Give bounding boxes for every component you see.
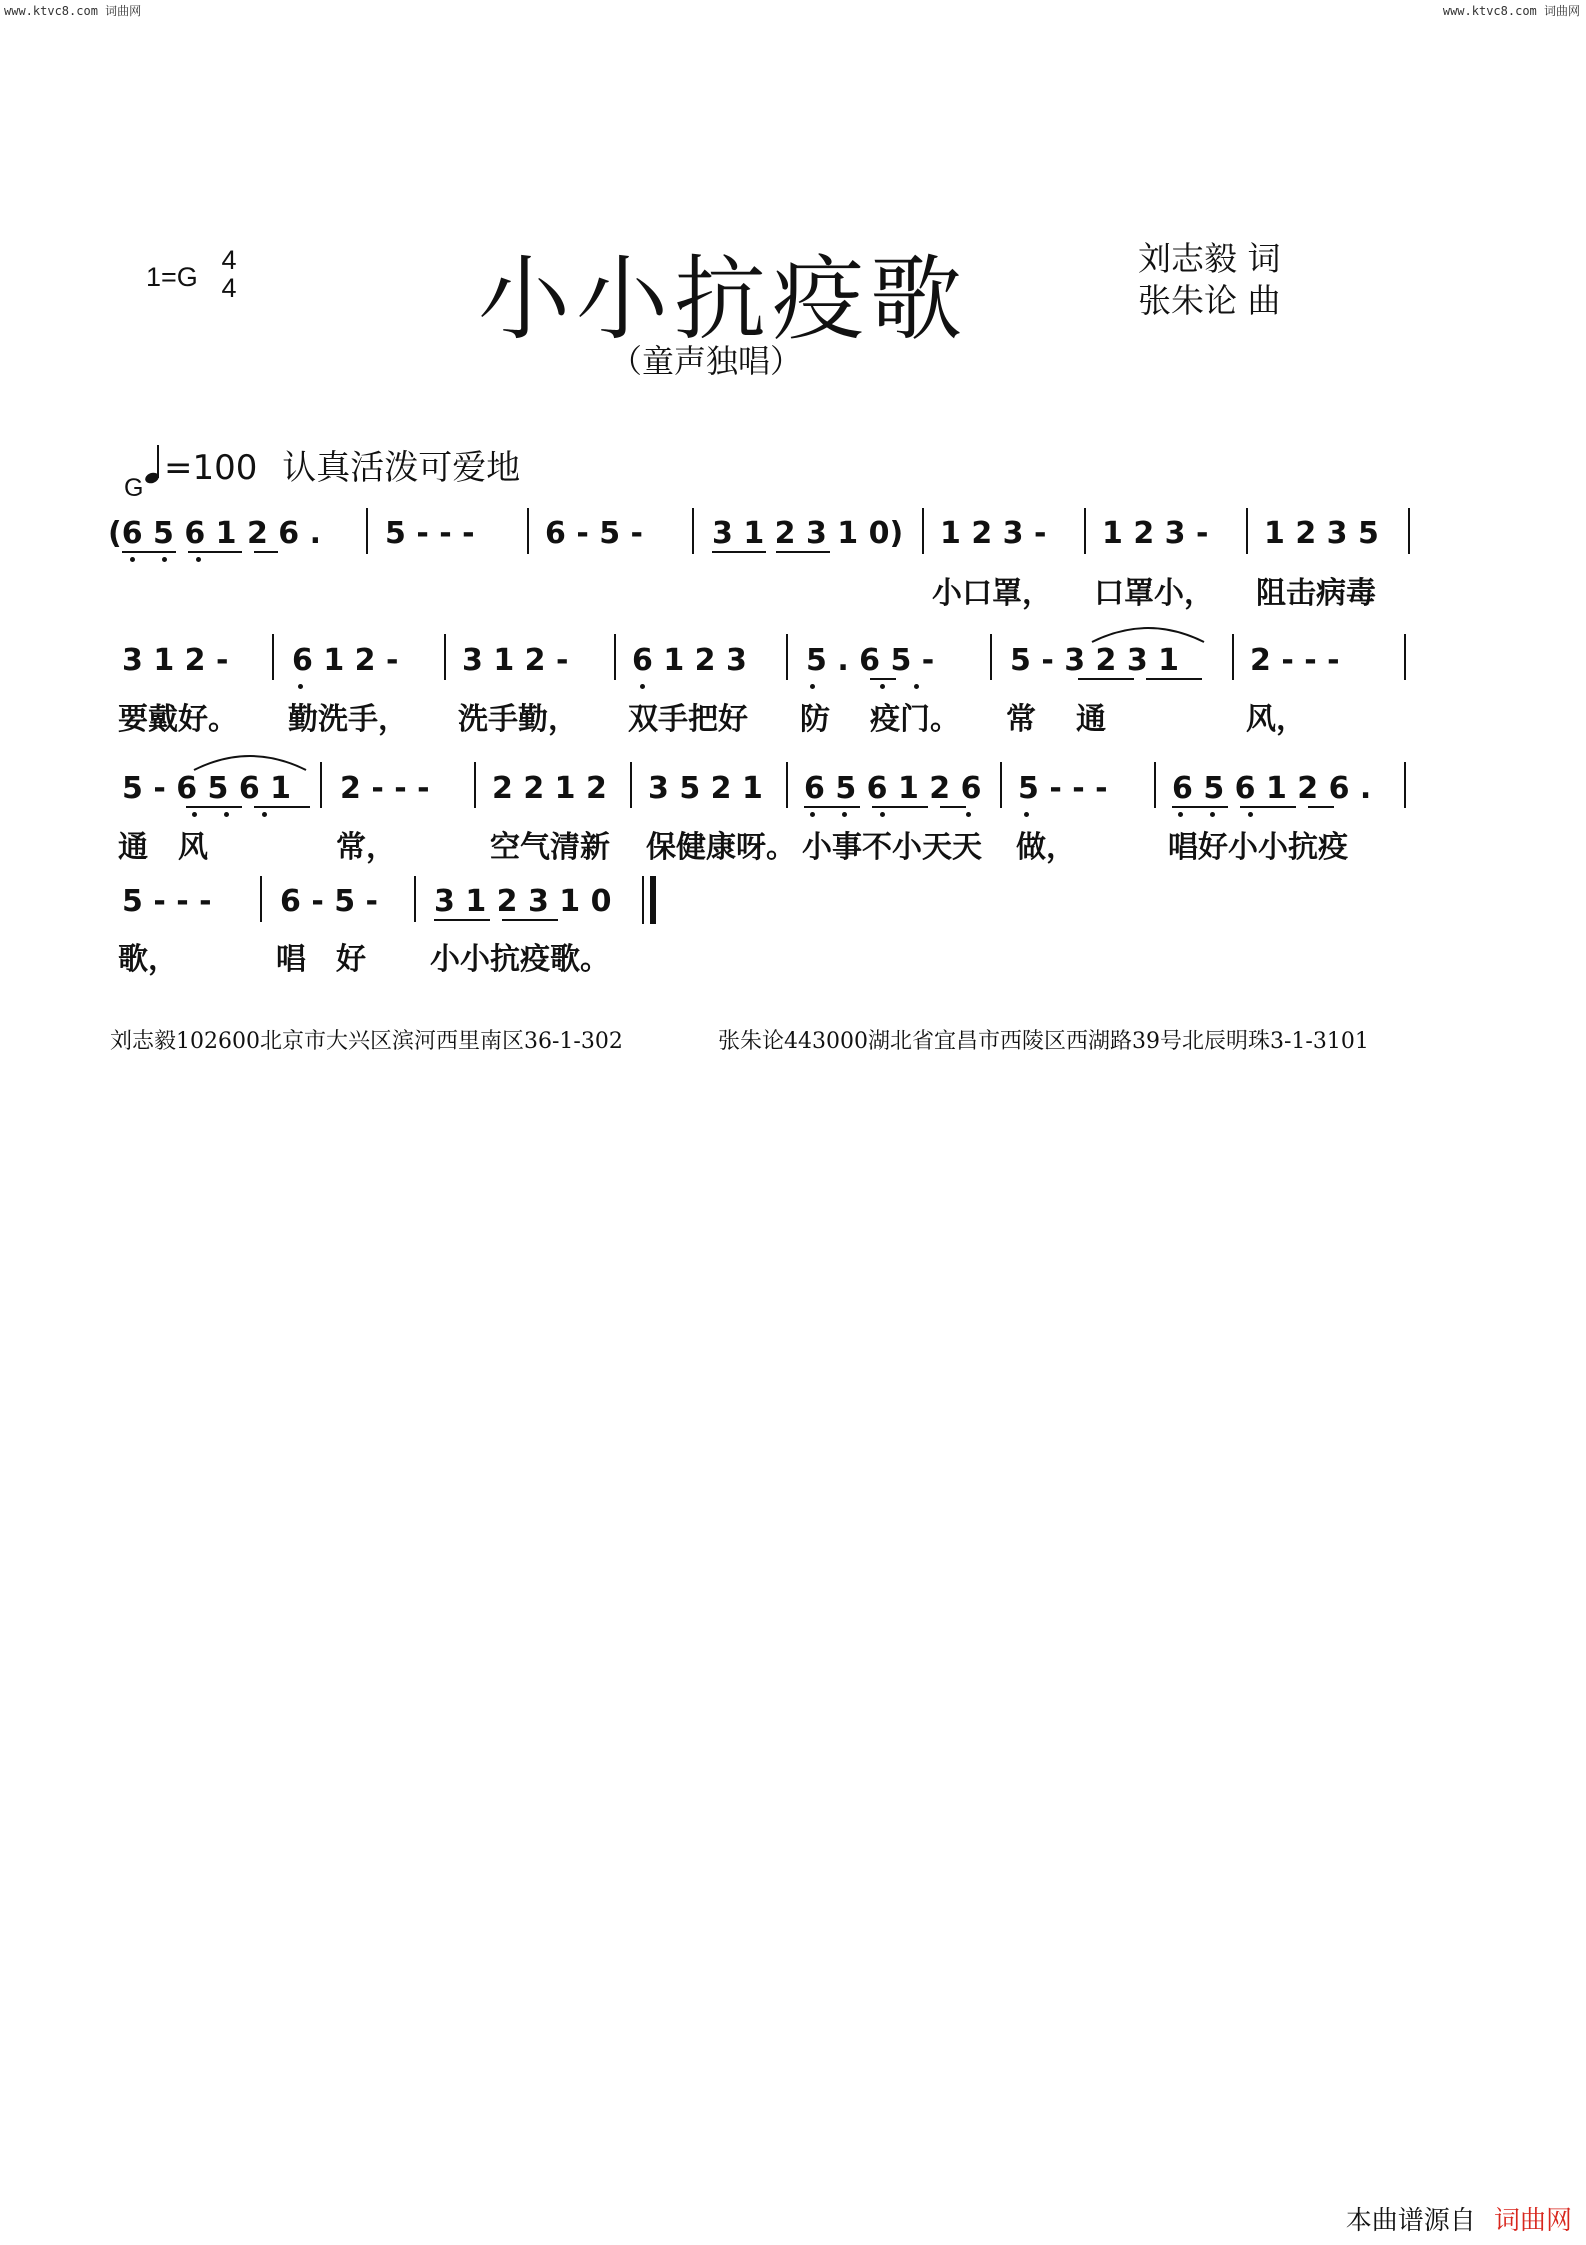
measure: 6 1 2 3 <box>632 643 747 678</box>
barline <box>1000 762 1002 808</box>
measure: 5 - 3 2 3 1 <box>1010 643 1180 678</box>
lyricist-address: 刘志毅102600北京市大兴区滨河西里南区36-1-302 <box>110 1029 623 1054</box>
source-credit <box>1346 2200 1572 2237</box>
barline <box>786 762 788 808</box>
final-barline <box>650 876 656 924</box>
lyric: 小事不小天天 <box>802 830 982 865</box>
source-site-link[interactable]: 词曲网 <box>1493 2206 1572 2236</box>
measure: 3 1 2 - <box>122 643 229 678</box>
low-octave-dot <box>192 812 197 817</box>
barline <box>444 634 446 680</box>
low-octave-dot <box>966 812 971 817</box>
low-octave-dot <box>640 684 645 689</box>
lyric: 防 <box>800 702 830 737</box>
lyric: 勤洗手， <box>288 702 408 737</box>
lyric: 好 <box>336 942 366 977</box>
barline <box>527 508 529 554</box>
credits <box>1138 238 1281 322</box>
slur-tie <box>190 748 310 772</box>
tempo-marking <box>144 440 520 489</box>
low-octave-dot <box>880 812 885 817</box>
measure: 2 - - - <box>340 771 430 806</box>
measure: 5 - - - <box>122 884 212 919</box>
barline <box>692 508 694 554</box>
key-signature: 1=G <box>146 262 198 292</box>
lyric: 唱好小小抗疫 <box>1168 830 1348 865</box>
measure: 1 2 3 - <box>940 516 1047 551</box>
underline-beam <box>872 806 928 808</box>
barline <box>1084 508 1086 554</box>
lyric: 通 <box>1076 702 1106 737</box>
lyric: 疫门。 <box>870 702 960 737</box>
barline <box>272 634 274 680</box>
final-barline-thin <box>642 876 644 924</box>
lyricist-credit: 刘志毅 词 <box>1138 239 1281 278</box>
low-octave-dot <box>162 557 167 562</box>
lyric: 常， <box>336 830 396 865</box>
barline <box>1404 762 1406 808</box>
measure: 5 . 6 5 - <box>806 643 935 678</box>
lyric: 常 <box>1006 702 1036 737</box>
lyric: 要戴好。 <box>118 702 238 737</box>
watermark-right: www.ktvc8.com 词曲网 <box>1442 4 1580 18</box>
measure: 3 1 2 3 1 0 <box>434 884 612 919</box>
measure: 5 - - - <box>1018 771 1108 806</box>
low-octave-dot <box>1178 812 1183 817</box>
underline-beam <box>776 551 830 553</box>
underline-beam <box>1240 806 1296 808</box>
barline <box>630 762 632 808</box>
low-octave-dot <box>810 684 815 689</box>
measure: 5 - 6 5 6 1 <box>122 771 292 806</box>
underline-beam <box>1308 806 1334 808</box>
underline-beam <box>254 551 278 553</box>
low-octave-dot <box>842 812 847 817</box>
quarter-note-icon <box>144 443 164 485</box>
barline <box>1404 634 1406 680</box>
underline-beam <box>940 806 966 808</box>
lyric: 小口罩， <box>932 576 1052 611</box>
barline <box>1232 634 1234 680</box>
barline <box>922 508 924 554</box>
low-octave-dot <box>262 812 267 817</box>
lyric: 小小抗疫歌。 <box>430 942 610 977</box>
composer-address: 张朱论443000湖北省宜昌市西陵区西湖路39号北辰明珠3-1-3101 <box>718 1029 1369 1054</box>
measure: 2 2 1 2 <box>492 771 607 806</box>
low-octave-dot <box>224 812 229 817</box>
lyric: 风 <box>178 830 208 865</box>
lyric: 做， <box>1016 830 1076 865</box>
composer-credit: 张朱论 曲 <box>1138 281 1281 320</box>
low-octave-dot <box>810 812 815 817</box>
barline <box>366 508 368 554</box>
song-subtitle: （童声独唱） <box>610 342 803 380</box>
lyric: 保健康呀。 <box>646 830 796 865</box>
barline <box>614 634 616 680</box>
lyric: 空气清新 <box>490 830 610 865</box>
low-octave-dot <box>880 684 885 689</box>
underline-beam <box>1172 806 1228 808</box>
measure: 6 1 2 - <box>292 643 399 678</box>
barline <box>474 762 476 808</box>
low-octave-dot <box>130 557 135 562</box>
lyric: 通 <box>118 830 148 865</box>
low-octave-dot <box>1248 812 1253 817</box>
barline <box>786 634 788 680</box>
source-label: 本曲谱源自 <box>1345 2206 1476 2236</box>
tempo-g-mark: G <box>124 474 144 502</box>
lyric: 洗手勤， <box>458 702 578 737</box>
underline-beam <box>502 919 558 921</box>
underline-beam <box>434 919 490 921</box>
underline-beam <box>254 806 310 808</box>
measure: 1 2 3 5 <box>1264 516 1379 551</box>
watermark-left: www.ktvc8.com 词曲网 <box>4 4 142 18</box>
measure: 6 - 5 - <box>280 884 378 919</box>
underline-beam <box>186 806 242 808</box>
low-octave-dot <box>196 557 201 562</box>
underline-beam <box>870 678 896 680</box>
measure: 6 5 6 1 2 6 . <box>1172 771 1372 806</box>
barline <box>990 634 992 680</box>
underline-beam <box>712 551 766 553</box>
lyric: 阻击病毒 <box>1256 576 1376 611</box>
underline-beam <box>122 551 176 553</box>
low-octave-dot <box>298 684 303 689</box>
low-octave-dot <box>1210 812 1215 817</box>
underline-beam <box>804 806 860 808</box>
barline <box>414 876 416 922</box>
tempo-value: =100 <box>164 448 258 488</box>
barline <box>1154 762 1156 808</box>
low-octave-dot <box>914 684 919 689</box>
measure: 3 5 2 1 <box>648 771 763 806</box>
barline <box>320 762 322 808</box>
time-signature-top: 4 <box>221 245 237 275</box>
measure: 3 1 2 - <box>462 643 569 678</box>
measure: 3 1 2 3 1 0) <box>712 516 904 551</box>
barline <box>260 876 262 922</box>
underline-beam <box>1146 678 1202 680</box>
low-octave-dot <box>1024 812 1029 817</box>
lyric: 口罩小， <box>1094 576 1214 611</box>
slur-tie <box>1088 620 1208 644</box>
song-title: 小小抗疫歌 <box>478 246 969 353</box>
lyric: 歌， <box>118 942 178 977</box>
measure: 2 - - - <box>1250 643 1340 678</box>
measure: 6 - 5 - <box>545 516 643 551</box>
tempo-expression: 认真活泼可爱地 <box>282 448 521 488</box>
underline-beam <box>188 551 242 553</box>
underline-beam <box>1078 678 1134 680</box>
time-signature <box>216 246 242 302</box>
measure: (6 5 6 1 2 6 . <box>108 516 322 551</box>
measure: 5 - - - <box>385 516 475 551</box>
lyric: 双手把好 <box>628 702 748 737</box>
barline <box>1408 508 1410 554</box>
lyric: 唱 <box>276 942 306 977</box>
measure: 1 2 3 - <box>1102 516 1209 551</box>
lyric: 风， <box>1246 702 1306 737</box>
barline <box>1246 508 1248 554</box>
time-signature-bottom: 4 <box>221 273 237 303</box>
measure: 6 5 6 1 2 6 <box>804 771 982 806</box>
